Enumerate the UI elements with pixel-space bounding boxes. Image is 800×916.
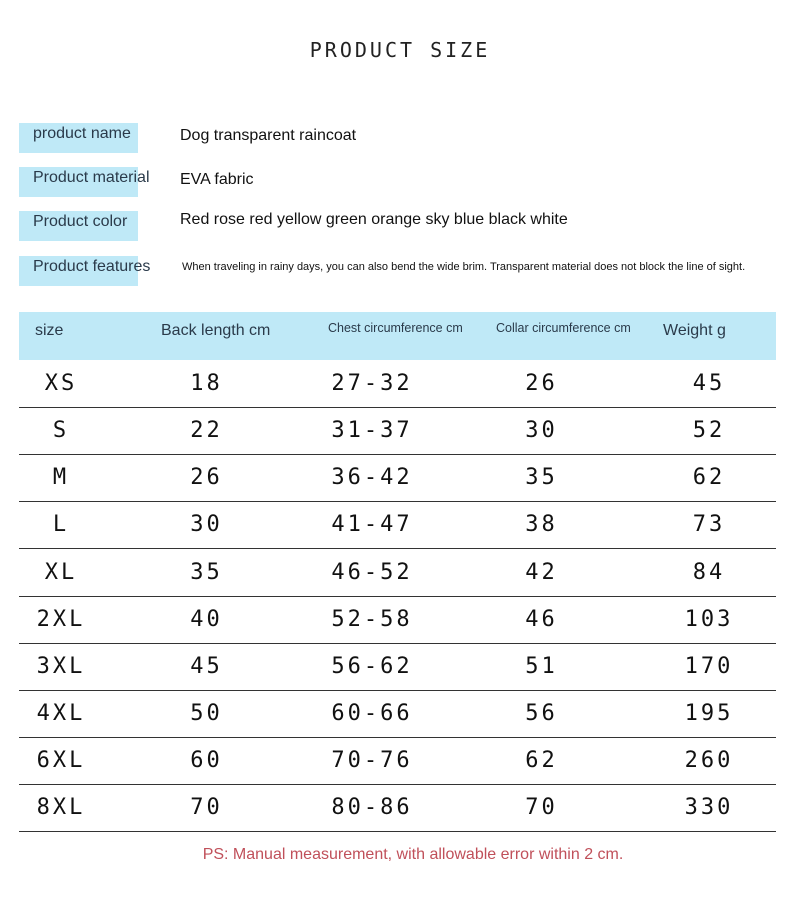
size-cell: M — [52, 465, 70, 490]
column-header: Collar circumference cm — [496, 321, 631, 335]
weight-cell: 330 — [684, 795, 734, 820]
back-length-cell: 26 — [190, 465, 223, 490]
chest-cell: 56-62 — [331, 654, 413, 679]
weight-cell: 103 — [684, 607, 734, 632]
collar-cell: 42 — [525, 560, 558, 585]
weight-cell: 84 — [692, 560, 726, 585]
table-row — [19, 361, 776, 408]
size-cell: 8XL — [36, 795, 86, 820]
chest-cell: 80-86 — [331, 795, 413, 820]
info-value: EVA fabric — [180, 171, 254, 188]
table-row — [19, 785, 776, 832]
table-row — [19, 408, 776, 455]
weight-cell: 260 — [684, 748, 734, 773]
info-label: Product color — [33, 213, 128, 230]
table-row — [19, 550, 776, 597]
back-length-cell: 70 — [190, 795, 223, 820]
page-title: PRODUCT SIZE — [309, 38, 491, 62]
chest-cell: 27-32 — [331, 371, 413, 396]
weight-cell: 45 — [692, 371, 726, 396]
collar-cell: 26 — [525, 371, 558, 396]
chest-cell: 52-58 — [331, 607, 413, 632]
chest-cell: 60-66 — [331, 701, 413, 726]
info-row-material — [19, 167, 789, 197]
column-header: Weight g — [663, 322, 726, 339]
table-header — [19, 312, 776, 360]
size-cell: 6XL — [36, 748, 86, 773]
size-cell: L — [52, 512, 70, 537]
table-row — [19, 455, 776, 502]
measurement-note: PS: Manual measurement, with allowable error within 2 cm. — [202, 846, 624, 863]
collar-cell: 35 — [525, 465, 558, 490]
info-row-features — [19, 256, 789, 286]
weight-cell: 62 — [692, 465, 726, 490]
size-cell: S — [52, 418, 70, 443]
info-label: product name — [33, 125, 131, 142]
collar-cell: 62 — [525, 748, 558, 773]
column-header: Chest circumference cm — [328, 321, 463, 335]
table-row — [19, 644, 776, 691]
info-row-color — [19, 211, 789, 241]
weight-cell: 52 — [692, 418, 726, 443]
collar-cell: 51 — [525, 654, 558, 679]
chest-cell: 41-47 — [331, 512, 413, 537]
info-value: Dog transparent raincoat — [180, 127, 357, 144]
size-cell: 3XL — [36, 654, 86, 679]
size-cell: XS — [44, 371, 78, 396]
back-length-cell: 35 — [190, 560, 223, 585]
collar-cell: 38 — [525, 512, 558, 537]
table-row — [19, 597, 776, 644]
weight-cell: 170 — [684, 654, 734, 679]
table-row — [19, 691, 776, 738]
back-length-cell: 22 — [190, 418, 223, 443]
weight-cell: 195 — [684, 701, 734, 726]
weight-cell: 73 — [692, 512, 726, 537]
chest-cell: 31-37 — [331, 418, 413, 443]
info-value: Red rose red yellow green orange sky blue black white — [180, 211, 568, 228]
back-length-cell: 50 — [190, 701, 223, 726]
column-header: size — [35, 322, 64, 339]
chest-cell: 36-42 — [331, 465, 413, 490]
back-length-cell: 45 — [190, 654, 223, 679]
back-length-cell: 60 — [190, 748, 223, 773]
size-cell: 4XL — [36, 701, 86, 726]
collar-cell: 46 — [525, 607, 558, 632]
collar-cell: 30 — [525, 418, 558, 443]
collar-cell: 70 — [525, 795, 558, 820]
table-row — [19, 738, 776, 785]
back-length-cell: 18 — [190, 371, 223, 396]
chest-cell: 46-52 — [331, 560, 413, 585]
info-label: Product material — [33, 169, 150, 186]
info-row-name — [19, 123, 789, 153]
info-label: Product features — [33, 258, 151, 275]
back-length-cell: 40 — [190, 607, 223, 632]
chest-cell: 70-76 — [331, 748, 413, 773]
size-cell: XL — [44, 560, 78, 585]
back-length-cell: 30 — [190, 512, 223, 537]
size-cell: 2XL — [36, 607, 86, 632]
info-value: When traveling in rainy days, you can also bend the wide brim. Transparent material does not block the line of sight. — [182, 261, 746, 273]
column-header: Back length cm — [161, 322, 271, 339]
table-row — [19, 502, 776, 549]
collar-cell: 56 — [525, 701, 558, 726]
